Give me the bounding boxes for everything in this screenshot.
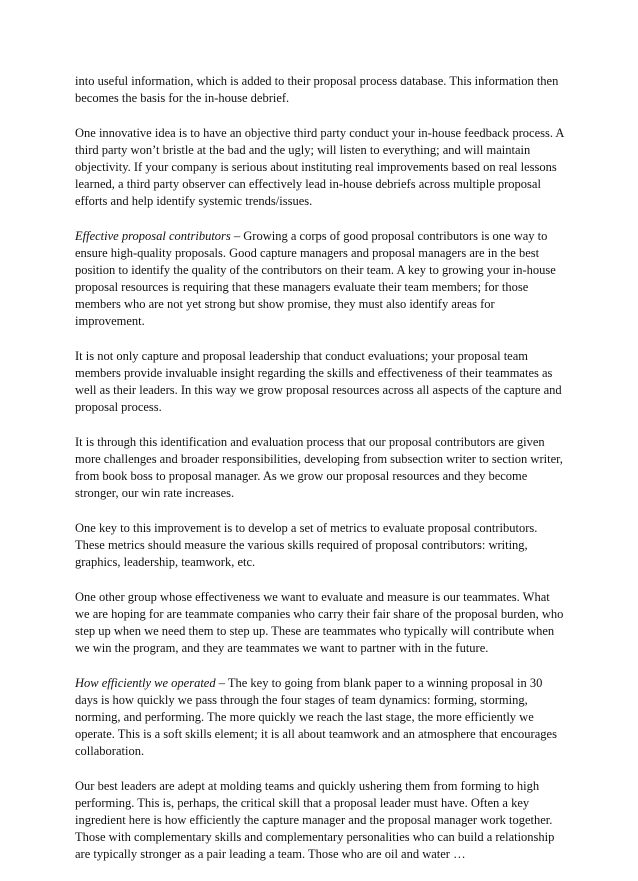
paragraph-text: It is through this identification and evaluation process that our proposal contributors are given more challenges and broader responsibilities, developing from subsection writer to section writer, from book boss to proposal manager. As we grow our proposal resources and they become stronger, our win rate increases. (75, 434, 563, 501)
paragraph-lead-heading: How efficiently we operated (75, 675, 216, 690)
paragraph-text: One innovative idea is to have an objective third party conduct your in-house feedback process. A third party won’t bristle at the bad and the ugly; will listen to everything; and will maintain objectivity. If your company is serious about instituting real improvements based on real lessons learned, a third party observer can effectively lead in-house debriefs across multiple proposal efforts and help identify systemic trends/issues. (75, 125, 564, 209)
paragraph-9 (75, 778, 567, 863)
paragraph-2 (75, 125, 567, 210)
page-body (75, 73, 567, 881)
paragraph-4 (75, 348, 567, 416)
paragraph-6 (75, 520, 567, 571)
paragraph-text: – Growing a corps of good proposal contributors is one way to ensure high-quality proposals. Good capture managers and proposal managers are in the best position to identify the quality of the contributors on their team. A key to growing your in-house proposal resources is requiring that these managers evaluate their team members; for those members who are not yet strong but show promise, they must also identify areas for improvement. (75, 228, 556, 329)
paragraph-lead-heading: Effective proposal contributors (75, 228, 231, 243)
paragraph-3 (75, 228, 567, 331)
paragraph-text: One other group whose effectiveness we want to evaluate and measure is our teammates. What we are hoping for are teammate companies who carry their fair share of the proposal burden, who step up when we need them to step up. These are teammates who typically will contribute when we win the program, and they are teammates we want to partner with in the future. (75, 589, 564, 656)
paragraph-text: It is not only capture and proposal leadership that conduct evaluations; your proposal team members provide invaluable insight regarding the skills and effectiveness of their teammates as well as their leaders. In this way we grow proposal resources across all aspects of the capture and proposal process. (75, 349, 562, 415)
paragraph-7 (75, 589, 567, 657)
paragraph-8 (75, 675, 567, 760)
paragraph-text: into useful information, which is added to their proposal process database. This information then becomes the basis for the in-house debrief. (75, 74, 559, 106)
paragraph-5 (75, 434, 567, 502)
paragraph-text: – The key to going from blank paper to a winning proposal in 30 days is how quickly we pass through the four stages of team dynamics: forming, storming, norming, and performing. The more quickly we reach the last stage, the more efficiently we operate. This is a soft skills element; it is all about teamwork and an atmosphere that encourages collaboration. (75, 675, 557, 759)
paragraph-text: Our best leaders are adept at molding teams and quickly ushering them from forming to high performing. This is, perhaps, the critical skill that a proposal leader must have. Often a key ingredient here is how efficiently the capture manager and the proposal manager work together. Those with complementary skills and complementary personalities who can build a relationship are typically stronger as a pair leading a team. Those who are oil and water … (75, 778, 555, 862)
paragraph-1 (75, 73, 567, 107)
paragraph-text: One key to this improvement is to develop a set of metrics to evaluate proposal contributors. These metrics should measure the various skills required of proposal contributors: writing, graphics, leadership, teamwork, etc. (75, 520, 538, 570)
